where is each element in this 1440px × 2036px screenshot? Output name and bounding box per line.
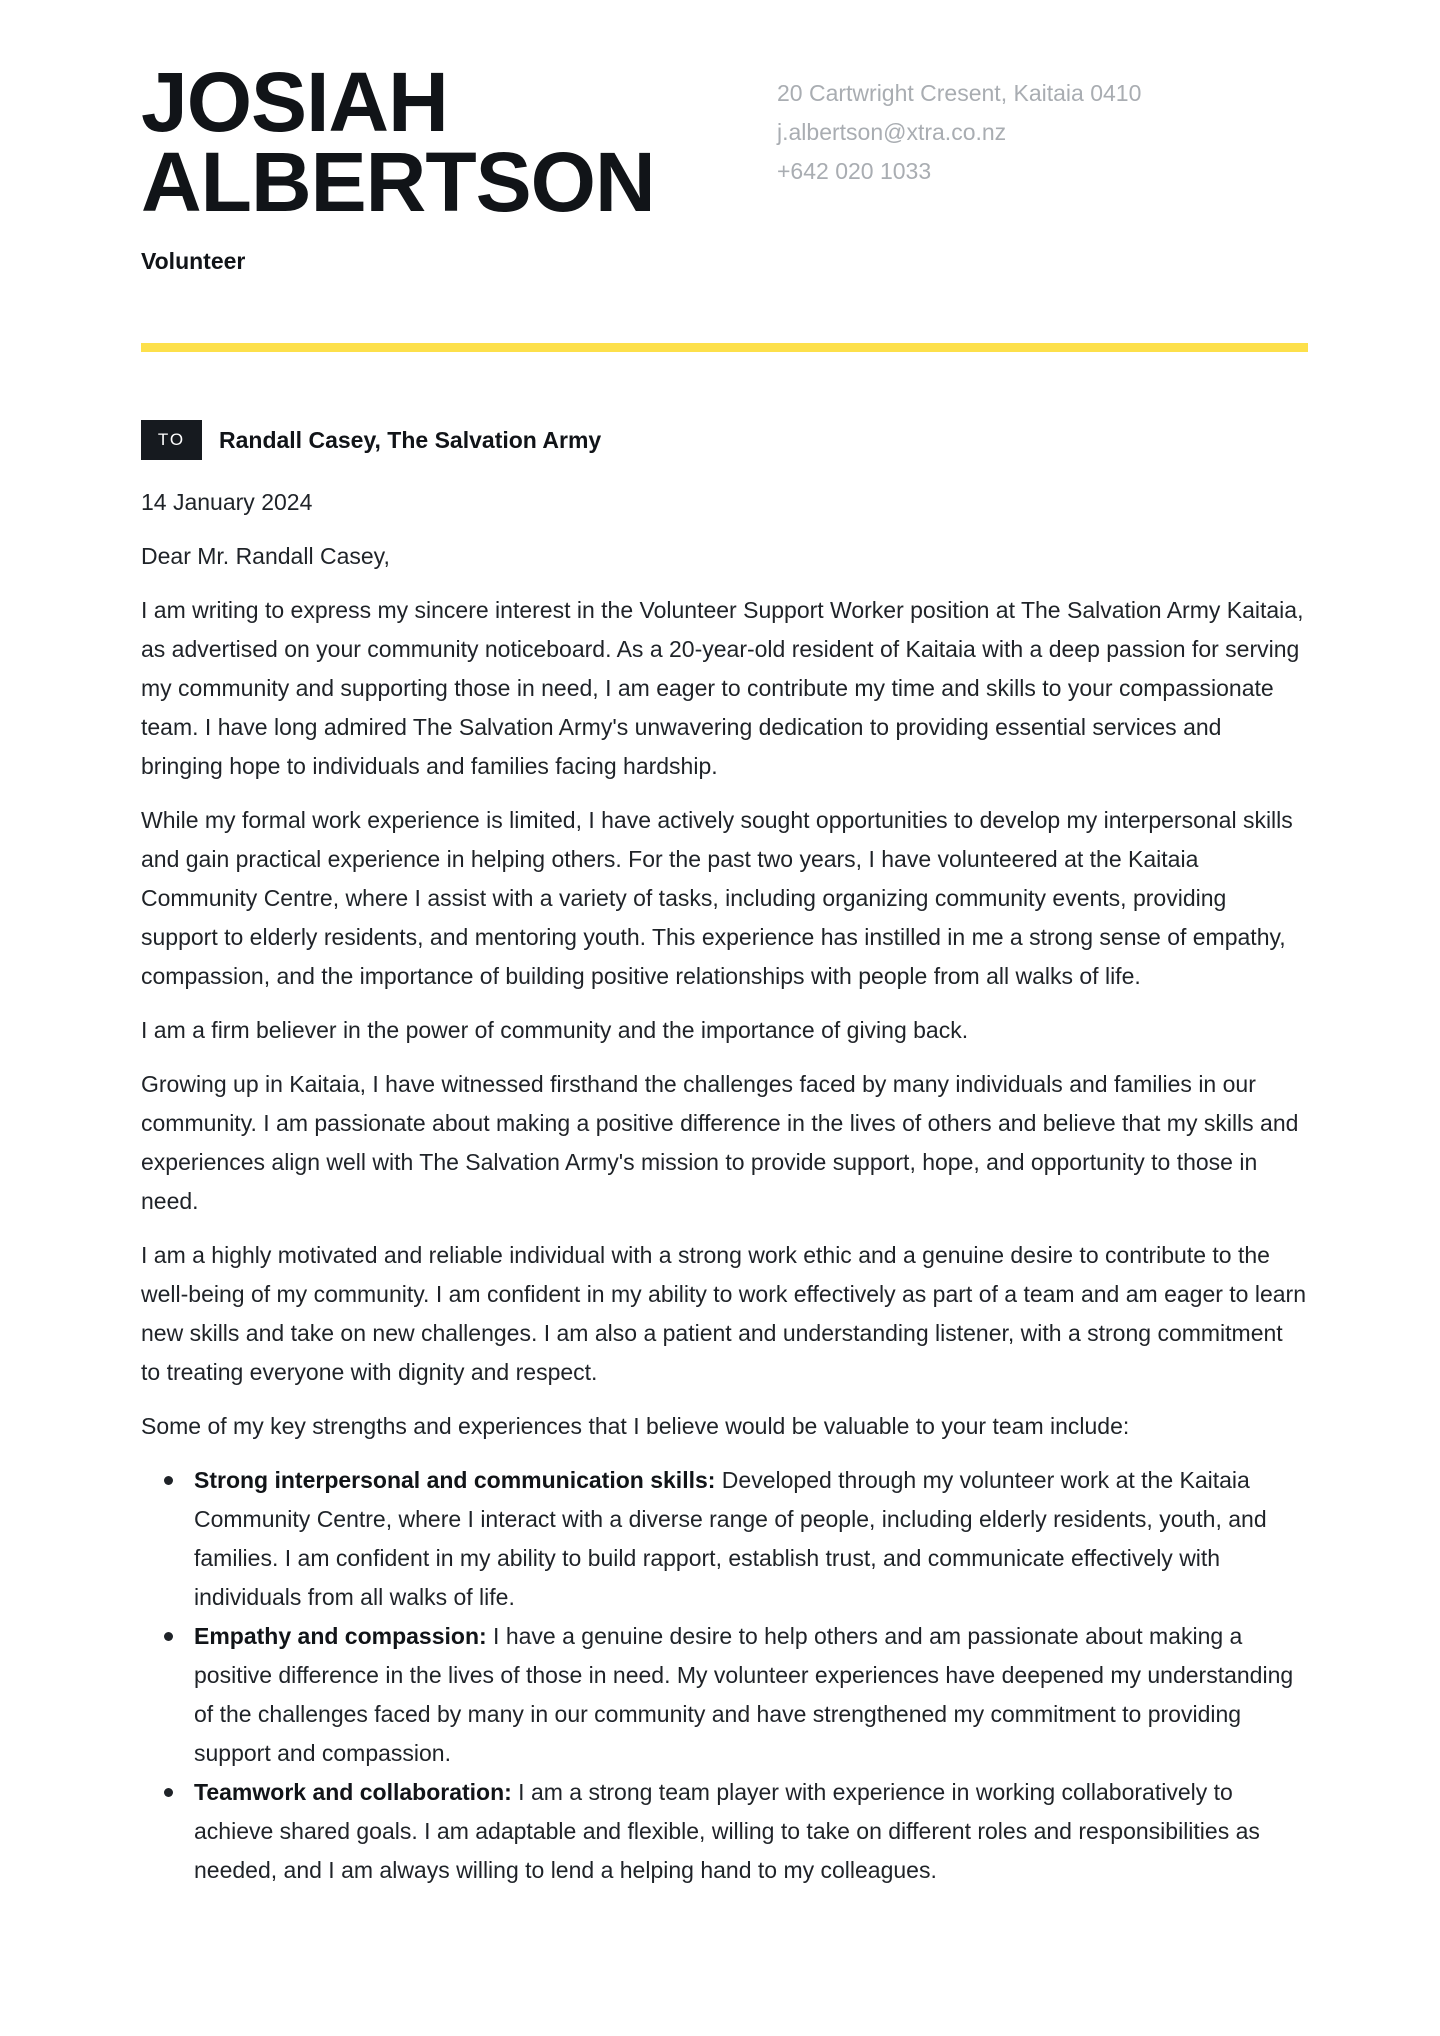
strengths-list [141, 1461, 1308, 1890]
recipient-name: Randall Casey, The Salvation Army [219, 426, 602, 453]
contact-address: 20 Cartwright Cresent, Kaitaia 0410 [777, 80, 1142, 106]
list-item [194, 1461, 1308, 1617]
letter-header [141, 0, 1308, 330]
paragraph-belief: I am a firm believer in the power of community and the importance of giving back. [141, 1017, 969, 1043]
paragraph-experience: While my formal work experience is limited, I have actively sought opportunities to develop my interpersonal skills and gain practical experience in helping others. For the past two years, I have volunteered at the Kaitaia Community Centre, where I assist with a variety of tasks, including organizing community events, providing support to elderly residents, and mentoring youth. This experience has instilled in me a strong sense of empathy, compassion, and the importance of building positive relationships with people from all walks of life. [141, 807, 1293, 989]
to-badge: TO [141, 420, 202, 460]
strength-text: I have a genuine desire to help others and am passionate about making a positive difference in the lives of those in need. My volunteer experiences have deepened my understanding of the challenges faced by many in our community and have strengthened my commitment to providing support and compassion. [194, 1623, 1294, 1766]
header-divider [141, 343, 1308, 352]
paragraph-motivation: I am a highly motivated and reliable individual with a strong work ethic and a genuine desire to contribute to the well-being of my community. I am confident in my ability to work effectively as part of a team and am eager to learn new skills and take on new challenges. I am also a patient and understanding listener, with a strong commitment to treating everyone with dignity and respect. [141, 1242, 1307, 1385]
paragraph-background: Growing up in Kaitaia, I have witnessed firsthand the challenges faced by many individuals and families in our community. I am passionate about making a positive difference in the lives of others and believe that my skills and experiences align well with The Salvation Army's mission to provide support, hope, and opportunity to those in need. [141, 1071, 1299, 1214]
applicant-first-name: JOSIAH [141, 55, 448, 149]
strength-text: Developed through my volunteer work at the Kaitaia Community Centre, where I interact with a diverse range of people, including elderly residents, youth, and families. I am confident in my ability to build rapport, establish trust, and communicate effectively with individuals from all walks of life. [194, 1467, 1267, 1610]
strength-title: Empathy and compassion: [194, 1623, 487, 1649]
cover-letter-page [141, 0, 1308, 1883]
contact-phone: +642 020 1033 [777, 158, 932, 184]
letter-body [141, 483, 1308, 1890]
list-item [194, 1773, 1308, 1890]
strength-title: Teamwork and collaboration: [194, 1779, 512, 1805]
contact-details [777, 74, 1141, 191]
applicant-role: Volunteer [141, 248, 246, 274]
contact-email: j.albertson@xtra.co.nz [777, 119, 1007, 145]
strength-text: I am a strong team player with experience in working collaboratively to achieve shared goals. I am adaptable and flexible, willing to take on different roles and responsibilities as needed, and I am always willing to lend a helping hand to my colleagues. [194, 1779, 1260, 1883]
paragraph-interest: I am writing to express my sincere interest in the Volunteer Support Worker position at The Salvation Army Kaitaia, as advertised on your community noticeboard. As a 20-year-old resident of Kaitaia with a deep passion for serving my community and supporting those in need, I am eager to contribute my time and skills to your compassionate team. I have long admired The Salvation Army's unwavering dedication to providing essential services and bringing hope to individuals and families facing hardship. [141, 597, 1304, 779]
applicant-last-name: ALBERTSON [141, 135, 655, 229]
letter-date: 14 January 2024 [141, 489, 313, 515]
applicant-name [141, 55, 655, 229]
list-item [194, 1617, 1308, 1773]
strength-title: Strong interpersonal and communication skills: [194, 1467, 716, 1493]
paragraph-strengths-intro: Some of my key strengths and experiences that I believe would be valuable to your team include: [141, 1413, 1130, 1439]
recipient-row [141, 420, 601, 460]
letter-salutation: Dear Mr. Randall Casey, [141, 543, 390, 569]
